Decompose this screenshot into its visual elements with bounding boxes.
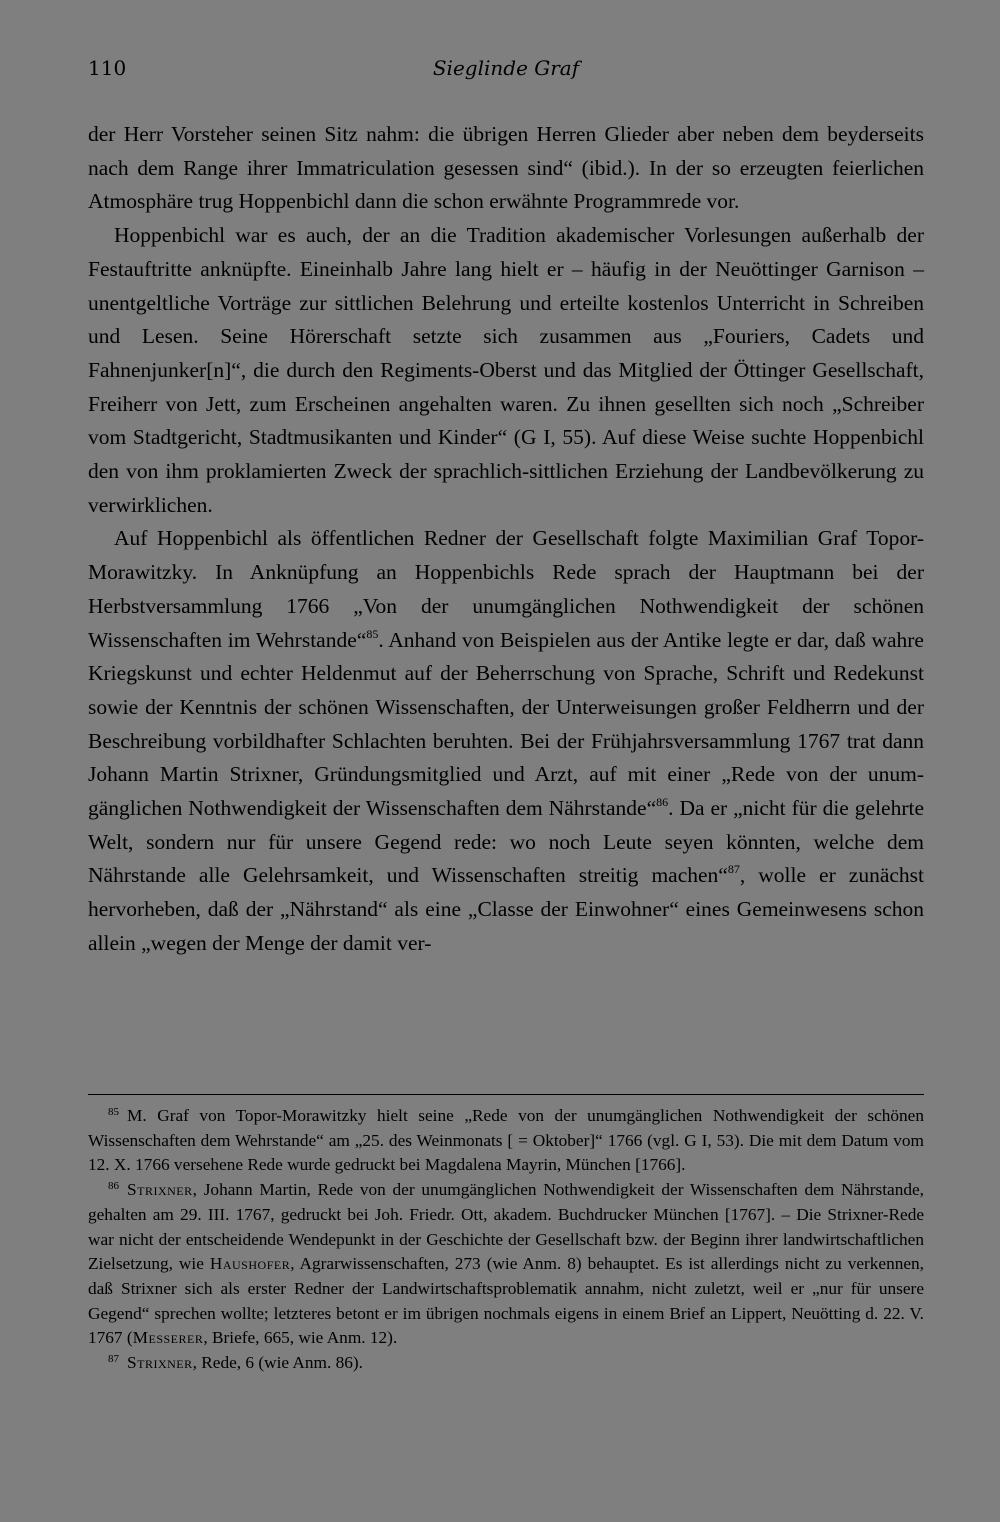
footnote-divider [88,1094,924,1095]
footnote-number: 86 [108,1180,119,1193]
paragraph-3-part-d: , wolle er zunächst hervorheben, daß der „Nährstand“ als eine „Classe der Einwohner“ eines Gemeinwesens schon allein „wegen der Menge der damit ver- [88,863,924,955]
author-name: Haushofer [209,1254,291,1274]
paragraph-3-part-a: Auf Hoppenbichl als öffentlichen Redner der Gesellschaft folgte Maximilian Graf Topor-Morawitzky. In Anknüpfung an Hoppenbichls Rede sprach der Hauptmann bei der Herbstversammlung 1766 „Von der unumgänglichen Nothwendigkeit der schönen Wissenschaften im Wehrstande“ [88,526,924,652]
footnotes [88,1104,924,1376]
paragraph-2: Hoppenbichl war es auch, der an die Tradition akademischer Vorlesungen außerhalb der Festauftritte anknüpfte. Eineinhalb Jahre lang hielt er – häufig in der Neuöttinger Garnison – unentgeltliche Vorträge zur sittlichen Belehrung und erteilte kostenlos Unterricht in Schreiben und Lesen. Seine Hörerschaft setzte sich zusammen aus „Fouriers, Cadets und Fahnenjunker[n]“, die durch den Regiments-Oberst und das Mitglied der Öttinger Gesellschaft, Freiherr von Jett, zum Erscheinen angehalten waren. Zu ihnen gesellten sich noch „Schreiber vom Stadtgericht, Stadtmusikanten und Kinder“ (G I, 55). Auf diese Weise suchte Hoppenbichl den von ihm proklamierten Zweck der sprachlich-sittlichen Erziehung der Landbevölkerung zu verwirklichen. [88,223,924,517]
footnote-text: M. Graf von Topor-Morawitzky hielt seine „Rede von der unumgänglichen Nothwendigkeit der schönen Wissenschaften dem Wehrstande“ am „25. des Weinmonats [ = Oktober]“ 1766 (vgl. G I, 53). Die mit dem Datum vom 12. X. 1766 versehene Rede wurde gedruckt bei Magdalena Mayrin, München [1766]. [88,1106,924,1175]
footnote-ref-85[interactable]: 85 [366,626,379,641]
footnote-ref-87[interactable]: 87 [727,862,740,877]
main-text [88,118,924,961]
footnote-86 [88,1178,924,1351]
page-number: 110 [88,56,127,80]
author-name: Strixner [127,1180,193,1200]
author-name: Messerer [132,1328,204,1348]
paragraph-3-part-b: . Anhand von Beispielen aus der Antike legte er dar, daß wahre Kriegskunst und echter Heldenmut auf der Beherrschung von Sprache, Schrift und Redekunst sowie der Kenntnis der schönen Wissenschaften, der Unterweisungen großer Feldherrn und der Beschreibung vorbildhafter Schlachten beruhten. Bei der Frühjahrsversammlung 1767 trat dann Johann Martin Strixner, Gründungsmitglied und Arzt, auf mit einer „Rede von der unumgänglichen Nothwendigkeit der Wissenschaften dem Nährstande“ [88,627,924,821]
footnote-number: 85 [108,1106,119,1118]
footnote-85 [88,1104,924,1178]
footnote-number: 87 [108,1353,119,1366]
footnote-text: , Rede, 6 (wie Anm. 86). [192,1353,363,1373]
running-head: Sieglinde Graf [432,56,580,80]
footnote-text: , Johann Martin, Rede von der unumgänglichen Nothwendigkeit der Wissenschaften dem Nährstande, gehalten am 29. III. 1767, gedruckt bei Joh. Friedr. Ott, akadem. Buchdrucker München [1767]. – Die Strixner-Rede war nicht der entscheidende Wendepunkt in der Geschichte der Gesellschaft bzw. der Beginn ihrer landwirtschaftlichen Zielsetzung, wie [88,1180,924,1274]
author-name: Strixner [127,1353,193,1373]
footnote-87 [88,1351,924,1376]
footnote-ref-86[interactable]: 86 [656,795,669,810]
footnote-text: , Briefe, 665, wie Anm. 12). [203,1328,398,1348]
footnote-text: , Agrarwissenschaften, 273 (wie Anm. 8) behauptet. Es ist allerdings nicht zu verkennen, daß Strixner sich als erster Redner der Landwirtschaftsproblematik annahm, nicht zuletzt, weil er „nur für unsere Gegend“ sprechen wollte; letzteres betont er im übrigen nochmals eigens in einem Brief an Lippert, Neuötting d. 22. V. 1767 ( [88,1254,925,1348]
paragraph-3 [88,522,924,960]
page-header [88,56,924,86]
paragraph-3-part-c: . Da er „nicht für die gelehrte Welt, sondern nur für unsere Gegend rede: wo noch Leute seyen könnten, welche dem Nährstande alle Gelehrsamkeit, und Wissenschaften streitig machen“ [88,796,925,888]
paragraph-1: der Herr Vorsteher seinen Sitz nahm: die übrigen Herren Glieder aber neben dem beyderseits nach dem Range ihrer Immatriculation gesessen sind“ (ibid.). In der so erzeugten feierlichen Atmosphäre trug Hoppenbichl dann die schon erwähnte Programmrede vor. [88,122,924,214]
